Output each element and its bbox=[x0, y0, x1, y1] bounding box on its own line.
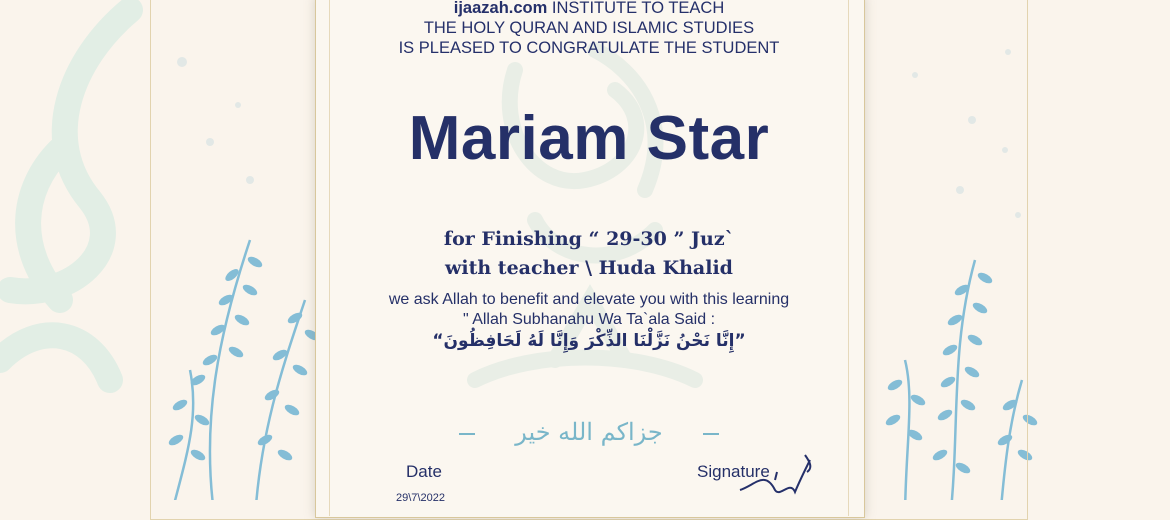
wish-text bbox=[315, 290, 863, 330]
divider-right bbox=[703, 433, 719, 435]
student-name: Mariam Star bbox=[408, 104, 770, 173]
wish-line-2: " Allah Subhanahu Wa Ta`ala Said : bbox=[462, 311, 716, 328]
date-value: 29\7\2022 bbox=[396, 492, 445, 504]
site-name[interactable]: ijaazah.com bbox=[453, 0, 548, 17]
quran-verse: ”إِنَّا نَحْنُ نَزَّلْنَا الذِّكْرَ وَإِنَّا لَهُ لَحَافِظُونَ“ bbox=[432, 331, 746, 351]
institute-header bbox=[315, 0, 863, 58]
wish-line-1: we ask Allah to benefit and elevate you with this learning bbox=[388, 291, 790, 308]
header-line-1: INSTITUTE TO TEACH bbox=[547, 0, 725, 17]
calligraphy-watermark-left bbox=[0, 10, 130, 380]
signature-scribble bbox=[735, 450, 825, 500]
achievement-text bbox=[315, 225, 863, 283]
header-line-2: THE HOLY QURAN AND ISLAMIC STUDIES bbox=[423, 19, 755, 37]
signature-label: Signature bbox=[697, 462, 770, 481]
blessing-row bbox=[315, 418, 863, 447]
achievement-line-2: with teacher \ Huda Khalid bbox=[445, 257, 733, 279]
date-label: Date bbox=[406, 462, 442, 481]
divider-left bbox=[459, 433, 475, 435]
blessing-calligraphy: جزاكم الله خير bbox=[515, 418, 663, 446]
header-line-3: IS PLEASED TO CONGRATULATE THE STUDENT bbox=[398, 39, 780, 57]
achievement-line-1: for Finishing “ 29-30 ” Juz` bbox=[443, 228, 735, 250]
